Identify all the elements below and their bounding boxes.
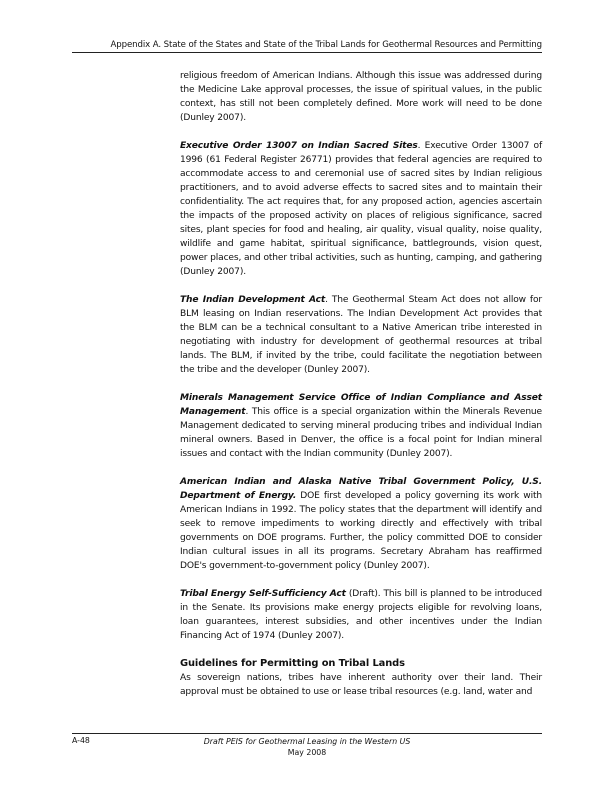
paragraph-text: DOE first developed a policy governing its work with American Indians in 1992. The policy states that the department will identify and seek to remove impediments to working directly and effectively with tribal governments on DOE programs. Further, the policy committed DOE to consider Indian cultural issues in all its programs. Secretary Abraham has reaffirmed DOE's government-to-government policy (Dunley 2007). (180, 491, 542, 571)
footer-rule (72, 733, 542, 734)
paragraph-lead: American Indian and Alaska Native Tribal Government Policy, U.S. Department of Energy. (180, 477, 542, 501)
paragraph-text: . The Geothermal Steam Act does not allow for BLM leasing on Indian reservations. The Indian Development Act provides that the BLM can be a technical consultant to a Native American tribe interested in negotiating with industry for development of geothermal resources at tribal lands. The BLM, if invited by the tribe, could facilitate the negotiation between the tribe and the developer (Dunley 2007). (180, 295, 542, 375)
paragraph-lead: The Indian Development Act (180, 295, 326, 305)
running-header: Appendix A. State of the States and State of the Tribal Lands for Geothermal Resources and Permitting (110, 40, 542, 50)
document-date: May 2008 (287, 748, 327, 757)
paragraph-minerals-management (180, 391, 542, 461)
paragraph-indian-development-act (180, 293, 542, 377)
paragraph-lead: Minerals Management Service Office of Indian Compliance and Asset Management (180, 393, 542, 417)
paragraph-text: (Draft). This bill is planned to be introduced in the Senate. Its provisions make energy projects eligible for revolving loans, loan guarantees, interest subsidies, and other incentives under the Indian Financing Act of 1974 (Dunley 2007). (180, 589, 542, 641)
header-rule (72, 52, 542, 53)
page-number: A-48 (72, 736, 90, 745)
body-column (180, 69, 542, 699)
paragraph-text: . Executive Order 13007 of 1996 (61 Federal Register 26771) provides that federal agencies are required to accommodate access to and ceremonial use of sacred sites by Indian religious practitioners, and to avoid adverse effects to sacred sites and to maintain their confidentiality. The act requires that, for any proposed action, agencies ascertain the impacts of the proposed activity on places of religious significance, sacred sites, plant species for food and healing, air quality, visual quality, noise quality, wildlife and game habitat, spiritual significance, battlegrounds, vision quest, power places, and other tribal activities, such as hunting, camping, and gathering (Dunley 2007). (180, 141, 542, 277)
paragraph-executive-order (180, 139, 542, 279)
final-paragraph: As sovereign nations, tribes have inherent authority over their land. Their approval must be obtained to use or lease tribal resources (e.g. land, water and (180, 673, 542, 697)
intro-paragraph: religious freedom of American Indians. Although this issue was addressed during the Medicine Lake approval processes, the issue of spiritual values, in the public context, has still not been completely defined. More work will need to be done (Dunley 2007). (180, 71, 542, 123)
paragraph-text: . This office is a special organization within the Minerals Revenue Management dedicated to serving mineral producing tribes and individual Indian mineral owners. Based in Denver, the office is a focal point for Indian mineral issues and contact with the Indian community (Dunley 2007). (180, 407, 542, 459)
footer-title-block (72, 736, 542, 758)
paragraph-doe-tribal-policy (180, 475, 542, 573)
paragraph-lead: Executive Order 13007 on Indian Sacred Sites (180, 141, 418, 151)
section-heading: Guidelines for Permitting on Tribal Lands (180, 658, 405, 669)
paragraph-tribal-energy-act (180, 587, 542, 643)
document-title: Draft PEIS for Geothermal Leasing in the Western US (203, 737, 411, 746)
paragraph-lead: Tribal Energy Self-Sufficiency Act (180, 589, 346, 599)
